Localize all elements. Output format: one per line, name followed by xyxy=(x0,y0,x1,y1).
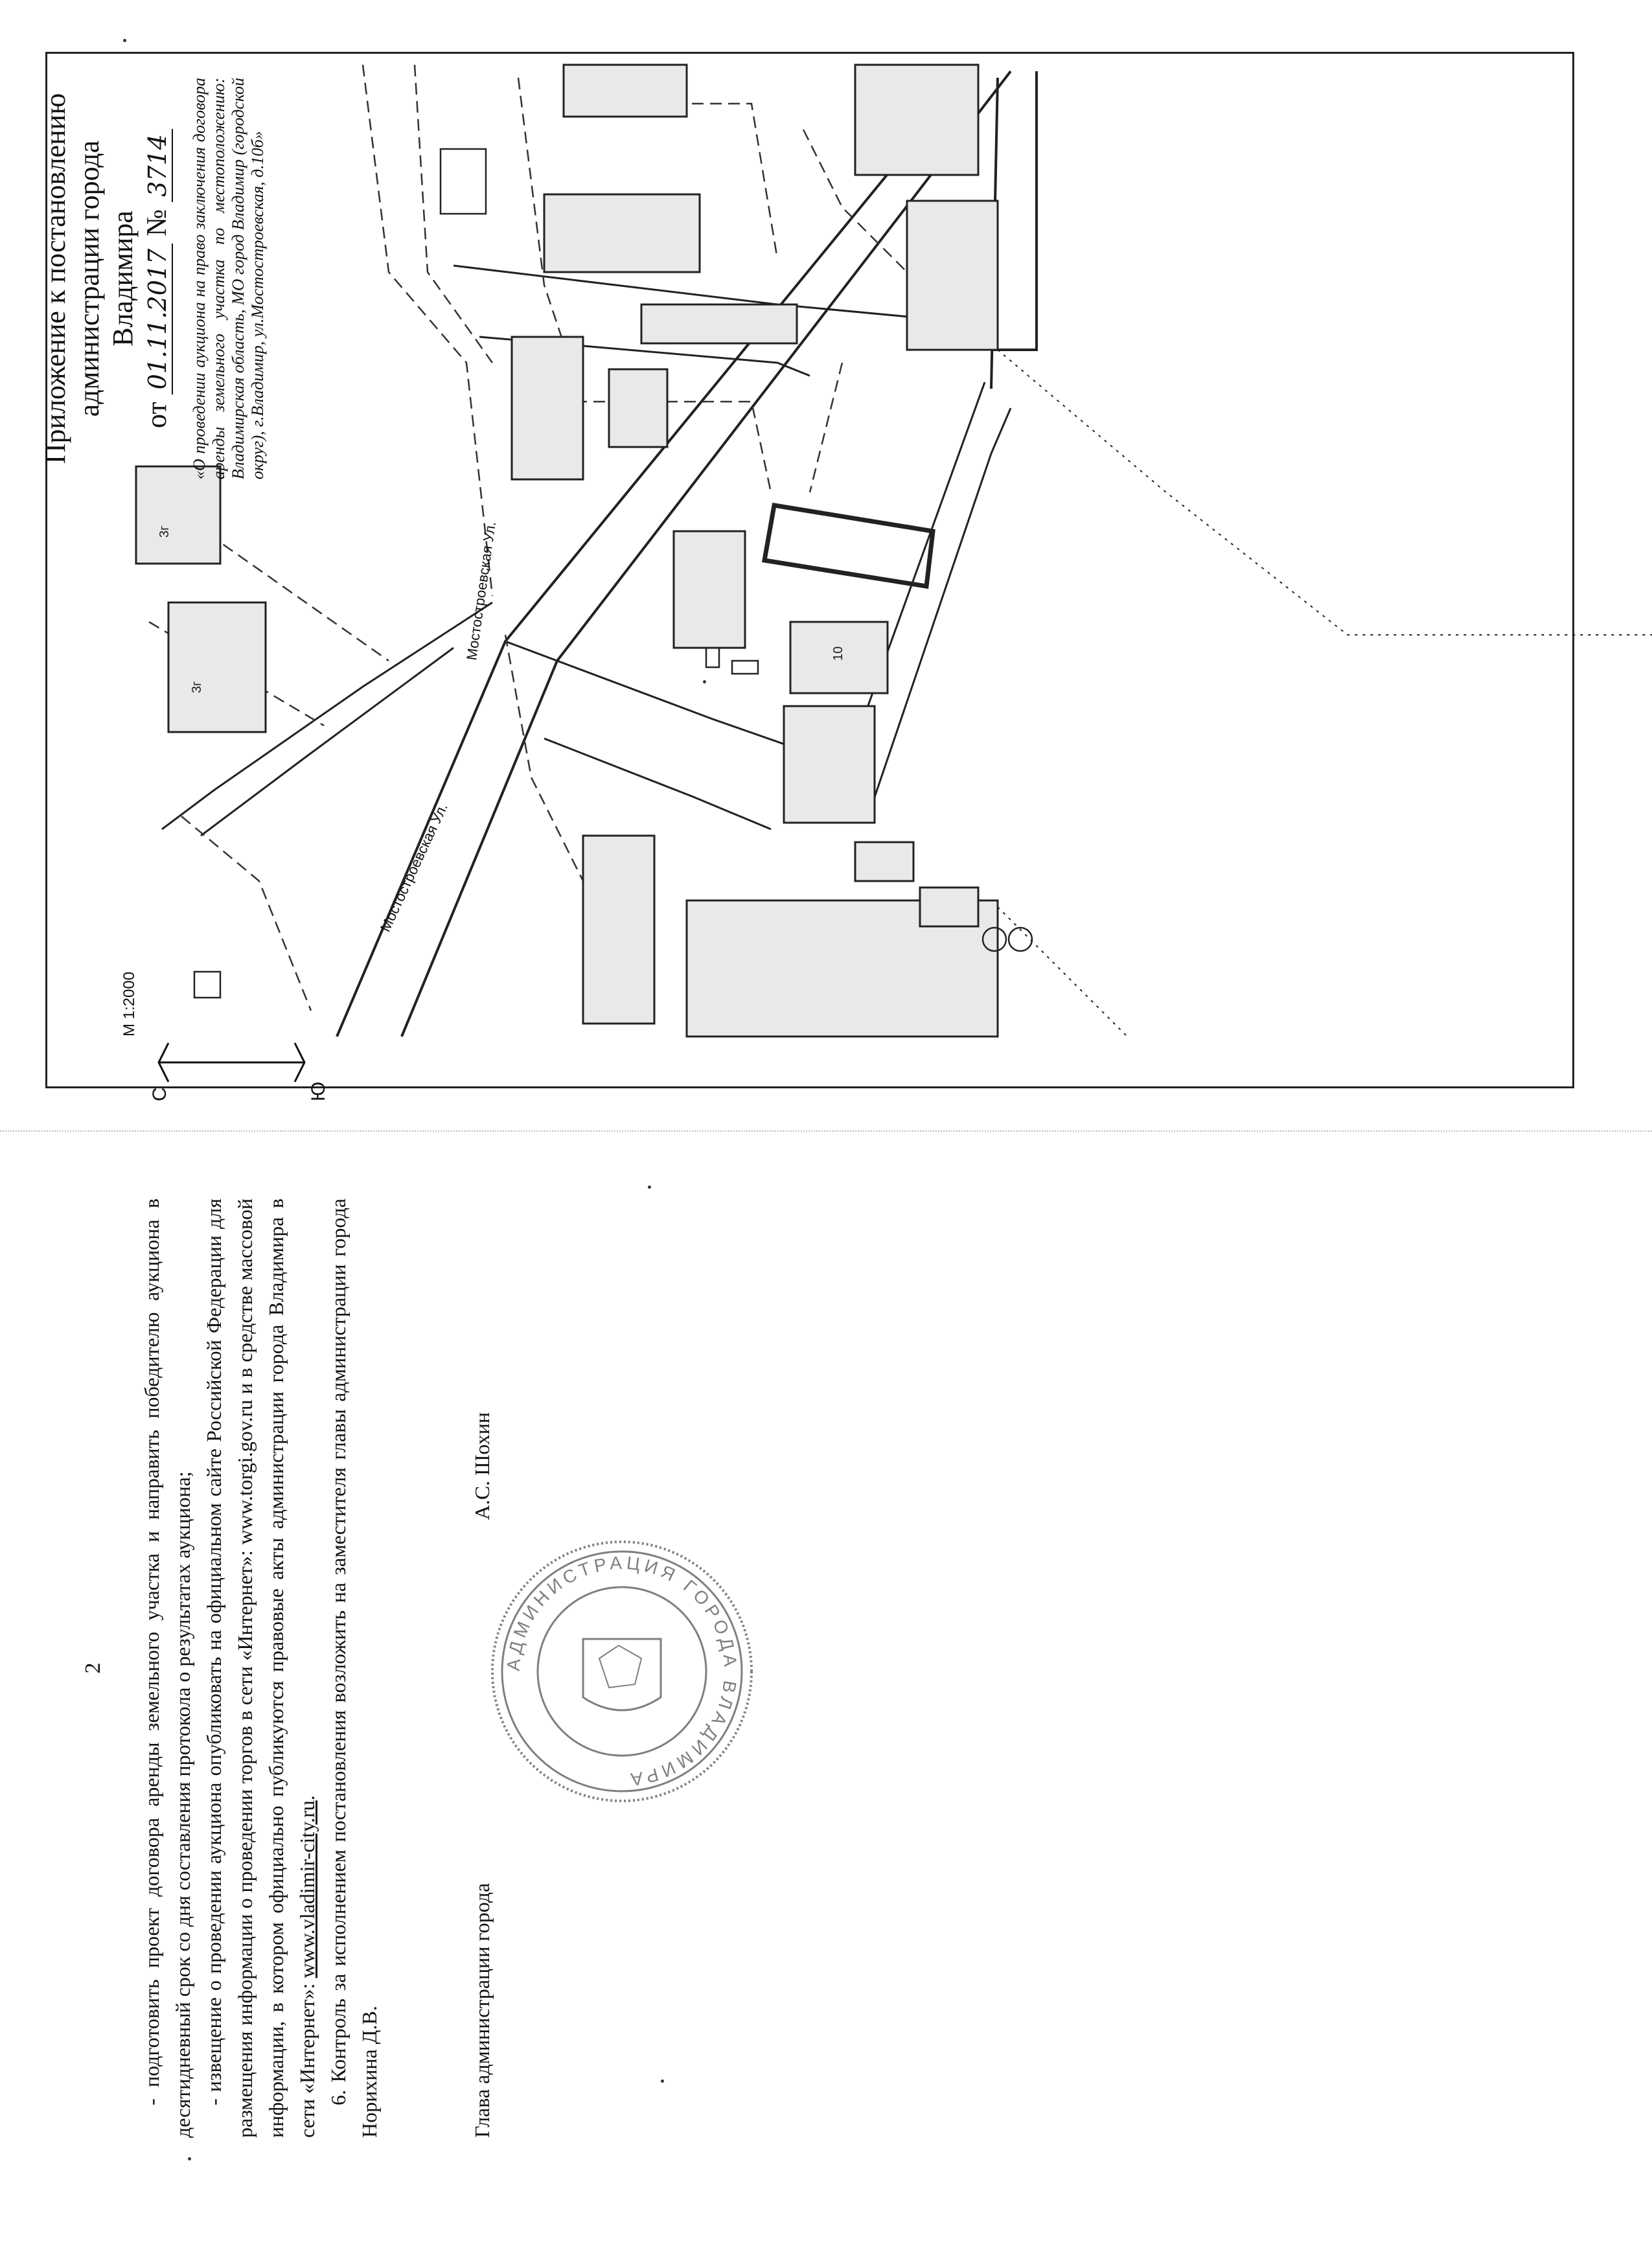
signature-title: Глава администрации города xyxy=(470,1883,494,2138)
number-value: 3714 xyxy=(143,129,173,202)
street-label-2: Мостостроевская Ул. xyxy=(376,800,451,935)
website-link[interactable]: www.vladimir-city.ru xyxy=(295,1800,319,1978)
scan-speck xyxy=(188,2157,191,2160)
page-divider xyxy=(0,1130,1652,1132)
number-prefix: № xyxy=(141,209,172,236)
scan-speck xyxy=(648,1186,651,1189)
date-value: 01.11.2017 xyxy=(143,244,173,395)
paragraph-2 xyxy=(198,1198,323,2138)
page-number: 2 xyxy=(81,1662,105,1674)
appendix-title-line1: Приложение к постановлению xyxy=(40,93,71,464)
appendix-title-line2: администрации города Владимира xyxy=(73,140,139,417)
north-label: С xyxy=(149,1087,170,1101)
body-text xyxy=(136,1198,385,2138)
date-prefix: от xyxy=(141,402,172,428)
building-label-3: 10 xyxy=(831,646,845,661)
appendix-description: «О проведении аукциона на право заключения договора аренды земельного участка по местоположению: Владимирская область, МО город Владимир (городской округ), г.Владимир, ул.Мостостроевская, д.10б» xyxy=(190,78,267,479)
building-label-1: 3г xyxy=(157,525,172,538)
map-scale: М 1:2000 xyxy=(120,971,138,1037)
building-label-2: 3г xyxy=(190,681,204,693)
seal-text: АДМИНИСТРАЦИЯ ГОРОДА ВЛАДИМИРА xyxy=(503,1552,741,1791)
paragraph-2-text: - извещение о проведении аукциона опубликовать на официальном сайте Российской Федерации для размещения информации о проведении торгов в сети «Интернет»: www.torgi.gov.ru и в средстве массовой информации, в котором официально публикуются правовые акты администрации города Владимира в сети «Интернет»: xyxy=(202,1198,319,2138)
scan-speck xyxy=(703,680,706,683)
appendix-dateline xyxy=(140,78,174,479)
svg-text:АДМИНИСТРАЦИЯ ГОРОДА ВЛАДИМИРА xyxy=(503,1553,741,1791)
appendix-block xyxy=(39,78,363,479)
scan-speck xyxy=(661,2079,664,2083)
paragraph-2-end: . xyxy=(295,1795,319,1801)
street-label-1: Мостостроевская Ул. xyxy=(463,520,499,661)
paragraph-1: - подготовить проект договора аренды земельного участка и направить победителю аукциона в десятидневный срок со дня составления протокола о результатах аукциона; xyxy=(140,1198,194,2138)
paragraph-3: 6. Контроль за исполнением постановления возложить на заместителя главы администрации города Норихина Д.В. xyxy=(327,1198,381,2138)
official-seal xyxy=(479,1529,764,1814)
scan-speck xyxy=(123,39,126,42)
south-label: Ю xyxy=(308,1081,329,1101)
signature-name: А.С. Шохин xyxy=(470,1412,494,1520)
